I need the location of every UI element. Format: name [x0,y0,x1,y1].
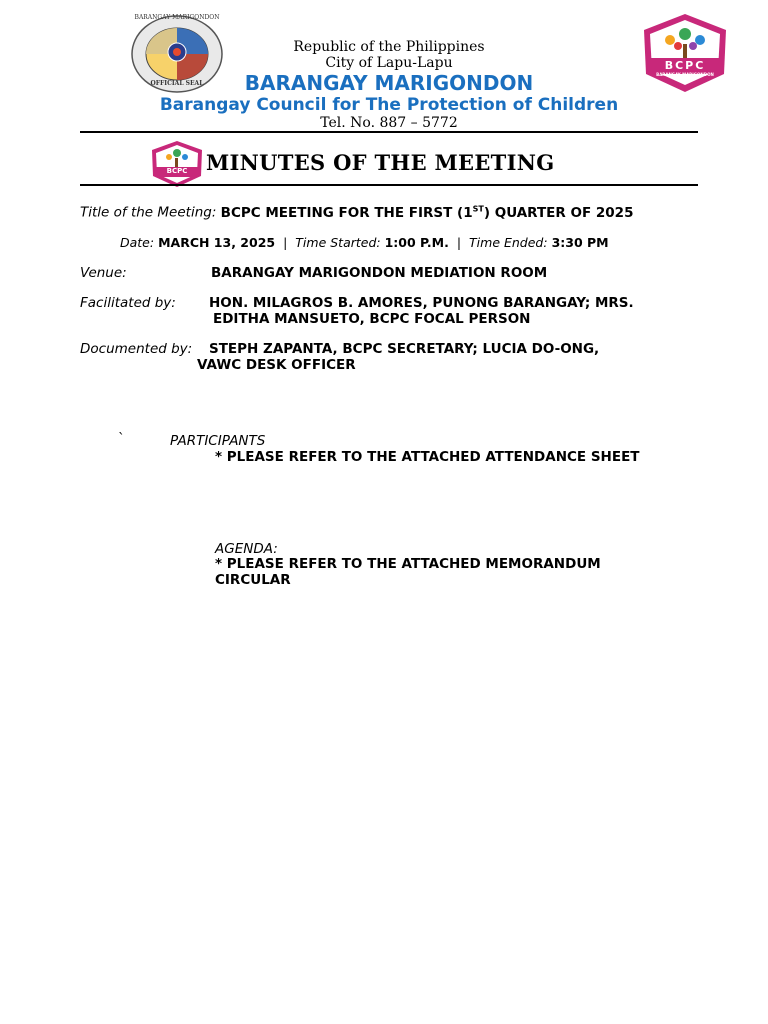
participants-note: * PLEASE REFER TO THE ATTACHED ATTENDANCE SHEET [215,449,640,465]
facilitated-label: Facilitated by: [80,295,176,311]
time-ended-value: 3:30 PM [551,235,609,250]
seal-text-top: BARANGAY MARIGONDON [134,14,220,21]
venue-label: Venue: [80,265,127,281]
tel-line: Tel. No. 887 – 5772 [320,115,458,131]
meeting-title-label: Title of the Meeting: [80,204,217,221]
time-started-value: 1:00 P.M. [384,235,449,250]
stray-mark: ` [118,431,125,447]
bcpc-logo-subtext: BARANGAY MARIGONDON [656,72,714,77]
bcpc-logo-text: BCPC [664,59,706,72]
documented-line-1: STEPH ZAPANTA, BCPC SECRETARY; LUCIA DO-ONG, [209,341,600,357]
barangay-name: BARANGAY MARIGONDON [244,71,534,95]
header-divider-top [80,131,698,133]
time-started-label: Time Started: [295,235,381,250]
documented-line-2: VAWC DESK OFFICER [197,357,356,373]
meeting-title-value: BCPC MEETING FOR THE FIRST (1ST) QUARTER OF 2025 [220,204,634,221]
separator: | [456,235,462,250]
facilitated-line-2: EDITHA MANSUETO, BCPC FOCAL PERSON [213,311,531,327]
council-name: Barangay Council for The Protection of Children [159,95,619,115]
date-label: Date: [120,235,155,250]
date-value: MARCH 13, 2025 [158,235,276,250]
republic-line: Republic of the Philippines [293,39,485,55]
header-divider-bottom [80,184,698,186]
separator: | [283,235,288,250]
seal-text-bottom: OFFICIAL SEAL [150,80,204,87]
bcpc-small-logo-text: BCPC [166,167,188,175]
meeting-title-row [80,204,633,221]
page-title: MINUTES OF THE MEETING [206,150,555,175]
documented-label: Documented by: [80,341,193,357]
venue-value: BARANGAY MARIGONDON MEDIATION ROOM [211,265,548,281]
bcpc-small-logo [150,140,204,188]
time-ended-label: Time Ended: [469,235,548,250]
agenda-note-line-1: * PLEASE REFER TO THE ATTACHED MEMORANDUM [215,556,601,572]
city-line: City of Lapu-Lapu [325,55,453,71]
facilitated-line-1: HON. MILAGROS B. AMORES, PUNONG BARANGAY; MRS. [209,295,634,311]
agenda-note-line-2: CIRCULAR [215,572,291,588]
agenda-label: AGENDA: [215,541,278,557]
date-time-row [120,235,609,250]
participants-label: PARTICIPANTS [170,433,266,449]
